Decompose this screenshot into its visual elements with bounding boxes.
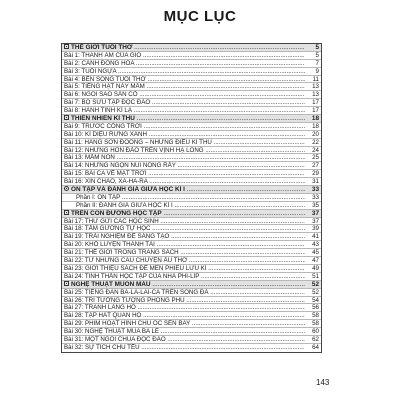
- toc-entry-page: 33: [305, 194, 321, 202]
- page-number: 143: [316, 378, 330, 387]
- toc-entry-row: [62, 320, 321, 328]
- toc-entry-text: Bài 20: KHỔ LUYỆN THÀNH TÀI: [64, 241, 155, 249]
- toc-entry-row: [62, 304, 321, 312]
- toc-entry-label: [62, 273, 307, 280]
- toc-entry-row: [62, 52, 321, 60]
- toc-entry-label: [62, 186, 307, 193]
- toc-entry-page: 17: [305, 99, 321, 107]
- toc-entry-text: THIÊN NHIÊN KÌ THÚ: [71, 115, 135, 122]
- toc-entry-page: 24: [305, 147, 321, 155]
- toc-entry-label: [62, 99, 307, 106]
- book-icon: [64, 44, 69, 49]
- toc-entry-label: [62, 83, 307, 90]
- toc-entry-row: [62, 312, 321, 320]
- toc-section-row: [62, 115, 321, 123]
- toc-entry-text: Bài 16: XIN CHÀO, XA-HA-RA: [64, 178, 148, 186]
- toc-entry-row: [62, 147, 321, 155]
- toc-section-row: [62, 44, 321, 52]
- toc-entry-text: Bài 11: HANG SƠN ĐOÒNG – NHỮNG ĐIỀU KÌ THÚ: [64, 138, 212, 146]
- toc-entry-text: Bài 28: TẬP HÁT QUAN HỌ: [64, 312, 142, 320]
- toc-entry-label: [62, 297, 307, 304]
- toc-entry-page: 17: [305, 107, 321, 115]
- toc-entry-text: Bài 7: BỘ SƯU TẬP ĐỘC ĐÁO: [64, 99, 151, 107]
- toc-entry-page: 47: [305, 257, 321, 265]
- toc-entry-page: 13: [305, 91, 321, 99]
- toc-entry-row: [62, 162, 321, 170]
- toc-entry-page: 52: [305, 289, 321, 297]
- toc-entry-text: Bài 13: MẦM NON: [64, 154, 115, 162]
- book-icon: [64, 115, 69, 120]
- toc-section-row: [62, 210, 321, 218]
- toc-entry-page: 29: [305, 170, 321, 178]
- toc-entry-page: 31: [305, 178, 321, 186]
- toc-entry-label: [62, 154, 307, 161]
- toc-entry-row: [62, 233, 321, 241]
- toc-entry-label: [62, 289, 307, 296]
- toc-entry-text: Bài 2: CÁNH ĐỒNG HOA: [64, 59, 135, 67]
- toc-entry-label: [62, 68, 307, 75]
- toc-entry-label: [62, 233, 307, 240]
- toc-entry-row: [62, 289, 321, 297]
- page-title: MỤC LỤC: [163, 8, 237, 25]
- toc-entry-text: TRÊN CON ĐƯỜNG HỌC TẬP: [71, 209, 162, 217]
- toc-entry-row: [62, 99, 321, 107]
- toc-entry-page: 58: [305, 320, 321, 328]
- toc-entry-page: 5: [305, 44, 321, 52]
- toc-entry-label: [62, 320, 307, 327]
- book-icon: [64, 210, 69, 215]
- toc-entry-row: [62, 257, 321, 265]
- toc-entry-label: [62, 344, 307, 352]
- toc-entry-page: 51: [305, 273, 321, 281]
- toc-entry-row: [62, 68, 321, 76]
- toc-entry-page: 7: [305, 60, 321, 68]
- toc-entry-label: [62, 170, 307, 177]
- toc-entry-text: Bài 6: NGÔI SAO SÂN CỎ: [64, 91, 138, 99]
- toc-entry-row: [62, 170, 321, 178]
- toc-entry-text: Bài 21: THẾ GIỚI TRONG TRANG SÁCH: [64, 249, 179, 257]
- toc-entry-text: Bài 14: NHỮNG NGỌN NÚI NÓNG RẪY: [64, 162, 176, 170]
- toc-entry-row: [62, 202, 321, 210]
- toc-entry-row: [62, 225, 321, 233]
- toc-entry-text: Bài 29: PHIM HOẠT HÌNH CHÚ ỐC SÊN BAY: [64, 320, 191, 328]
- toc-entry-page: 20: [305, 131, 321, 139]
- toc-entry-row: [62, 249, 321, 257]
- toc-entry-page: 18: [305, 115, 321, 123]
- toc-entry-row: [62, 344, 321, 352]
- toc-entry-label: [62, 336, 307, 343]
- toc-entry-label: [62, 139, 307, 146]
- toc-section-row: [62, 281, 321, 289]
- toc-entry-text: Bài 5: TIẾNG HẠT NẢY MẦM: [64, 83, 145, 91]
- toc-entry-text: Bài 30: NGHỆ THUẬT MÚA BA LÊ: [64, 328, 160, 335]
- toc-entry-label: [62, 178, 307, 185]
- toc-entry-page: 41: [305, 233, 321, 241]
- toc-entry-page: 27: [305, 162, 321, 170]
- toc-entry-label: [62, 304, 307, 311]
- toc-entry-row: [62, 123, 321, 131]
- toc-entry-text: Phần I: ÔN TẬP: [76, 193, 121, 201]
- toc-entry-page: 62: [305, 336, 321, 344]
- toc-entry-label: [62, 328, 307, 335]
- toc-entry-label: [62, 107, 307, 114]
- toc-entry-row: [62, 265, 321, 273]
- toc-entry-row: [62, 297, 321, 305]
- toc-entry-text: Bài 12: NHỮNG HÒN ĐẢO TRÊN VỊNH HẠ LONG: [64, 146, 204, 154]
- toc-entry-text: Bài 31: MỘT NGÔI CHÙA ĐỘC ĐÁO: [64, 335, 166, 343]
- toc-entry-row: [62, 139, 321, 147]
- toc-entry-label: [62, 210, 307, 217]
- toc-entry-page: 13: [305, 83, 321, 91]
- toc-entry-row: [62, 273, 321, 281]
- toc-entry-text: Bài 27: TRANH LÀNG HỒ: [64, 304, 136, 312]
- toc-entry-text: Bài 18: TẤM GƯƠNG TỰ HỌC: [64, 225, 151, 233]
- toc-entry-page: 60: [305, 328, 321, 336]
- toc-entry-label: [62, 249, 307, 256]
- toc-entry-row: [62, 218, 321, 226]
- toc-entry-label: [62, 60, 307, 67]
- toc-entry-label: [62, 115, 307, 122]
- toc-entry-row: [62, 83, 321, 91]
- toc-entry-page: 5: [305, 52, 321, 60]
- toc-entry-label: [62, 162, 307, 169]
- toc-entry-label: [62, 202, 307, 209]
- toc-entry-page: 11: [305, 76, 321, 84]
- toc-entry-label: [62, 76, 307, 83]
- toc-entry-page: 58: [305, 312, 321, 320]
- toc-entry-page: 39: [305, 225, 321, 233]
- toc-entry-text: Bài 9: TRƯỚC CỔNG TRỜI: [64, 122, 142, 130]
- toc-entry-row: [62, 241, 321, 249]
- toc-entry-row: [62, 178, 321, 186]
- toc-entry-text: Bài 26: TRÍ TƯỞNG TƯỢNG PHONG PHÚ: [64, 296, 185, 304]
- toc-entry-page: 35: [305, 202, 321, 210]
- toc-entry-text: Bài 15: BÀI CA VỀ MẶT TRỜI: [64, 170, 147, 178]
- toc-entry-page: 37: [305, 218, 321, 226]
- book-icon: [64, 281, 69, 286]
- toc-entry-page: 37: [305, 210, 321, 218]
- toc-entry-page: 64: [305, 344, 321, 352]
- toc-entry-page: 56: [305, 304, 321, 312]
- toc-entry-page: 18: [305, 123, 321, 131]
- toc-entry-label: [62, 123, 307, 130]
- toc-entry-text: Bài 4: BẾN SÔNG TUỔI THƠ: [64, 75, 146, 83]
- toc-entry-page: 49: [305, 265, 321, 273]
- toc-entry-text: Phần II: ĐÁNH GIÁ GIỮA HỌC KÌ I: [76, 201, 173, 209]
- toc-entry-label: [62, 257, 307, 264]
- toc-entry-text: Bài 22: TỪ NHỮNG CÂU CHUYỆN ẤU THƠ: [64, 257, 188, 264]
- toc-entry-text: ÔN TẬP VÀ ĐÁNH GIÁ GIỮA HỌC KÌ I: [71, 186, 185, 193]
- toc-entry-label: [62, 147, 307, 154]
- toc-entry-text: Bài 10: KÌ DIỆU RỪNG XANH: [64, 130, 147, 138]
- toc-entry-page: 45: [305, 249, 321, 257]
- toc-entry-row: [62, 328, 321, 336]
- toc-entry-page: 52: [305, 281, 321, 289]
- toc-entry-label: [62, 265, 307, 272]
- toc-entry-text: NGHỆ THUẬT MUÔN MÀU: [71, 280, 151, 288]
- toc-entry-page: 25: [305, 154, 321, 162]
- toc-entry-row: [62, 91, 321, 99]
- toc-entry-label: [62, 131, 307, 138]
- toc-entry-text: Bài 3: TUỔI NGỰA: [64, 67, 117, 75]
- toc-entry-label: [62, 91, 307, 98]
- toc-entry-text: Bài 24: TINH THẦN HỌC TẬP CỦA NHÀ PHI-LÍP: [64, 272, 200, 280]
- toc-entry-page: 9: [305, 68, 321, 76]
- toc-entry-row: [62, 76, 321, 84]
- toc-entry-text: Bài 32: SỰ TÍCH CHÚ TỄU: [64, 343, 140, 351]
- toc-entry-label: [62, 225, 307, 232]
- toc-entry-label: [62, 312, 307, 319]
- toc-entry-page: 22: [305, 139, 321, 147]
- toc-section-row: [62, 186, 321, 194]
- toc-entry-text: Bài 1: THANH ÂM CỦA GIÓ: [64, 51, 142, 59]
- toc-entry-label: [62, 281, 307, 288]
- toc-entry-row: [62, 154, 321, 162]
- toc-entry-row: [62, 60, 321, 68]
- toc-entry-text: THẾ GIỚI TUỔI THƠ: [71, 44, 133, 51]
- toc-entry-text: Bài 8: HÀNH TINH KÌ LẠ: [64, 107, 132, 115]
- toc-entry-page: 43: [305, 241, 321, 249]
- toc-entry-page: 54: [305, 297, 321, 305]
- table-of-contents: [61, 43, 322, 353]
- toc-entry-label: [62, 194, 307, 201]
- toc-entry-row: [62, 336, 321, 344]
- toc-entry-text: Bài 23: GIỚI THIỆU SÁCH ĐỂ MÈN PHIÊU LƯU KÍ: [64, 264, 207, 272]
- toc-entry-row: [62, 107, 321, 115]
- toc-entry-row: [62, 131, 321, 139]
- toc-entry-label: [62, 44, 307, 51]
- toc-entry-text: Bài 19: TRẢI NGHIỆM ĐỂ SÁNG TẠO: [64, 233, 170, 241]
- toc-entry-label: [62, 52, 307, 59]
- toc-entry-text: Bài 25: TIẾNG ĐÀN BA-LA-LAI-CA TRÊN SÔNG ĐÀ: [64, 288, 209, 296]
- toc-entry-label: [62, 241, 307, 248]
- toc-entry-page: 33: [305, 186, 321, 194]
- review-icon: [64, 186, 69, 191]
- toc-entry-text: Bài 17: THƯ GỬI CÁC HỌC SINH: [64, 217, 159, 225]
- toc-entry-label: [62, 218, 307, 225]
- toc-entry-row: [62, 194, 321, 202]
